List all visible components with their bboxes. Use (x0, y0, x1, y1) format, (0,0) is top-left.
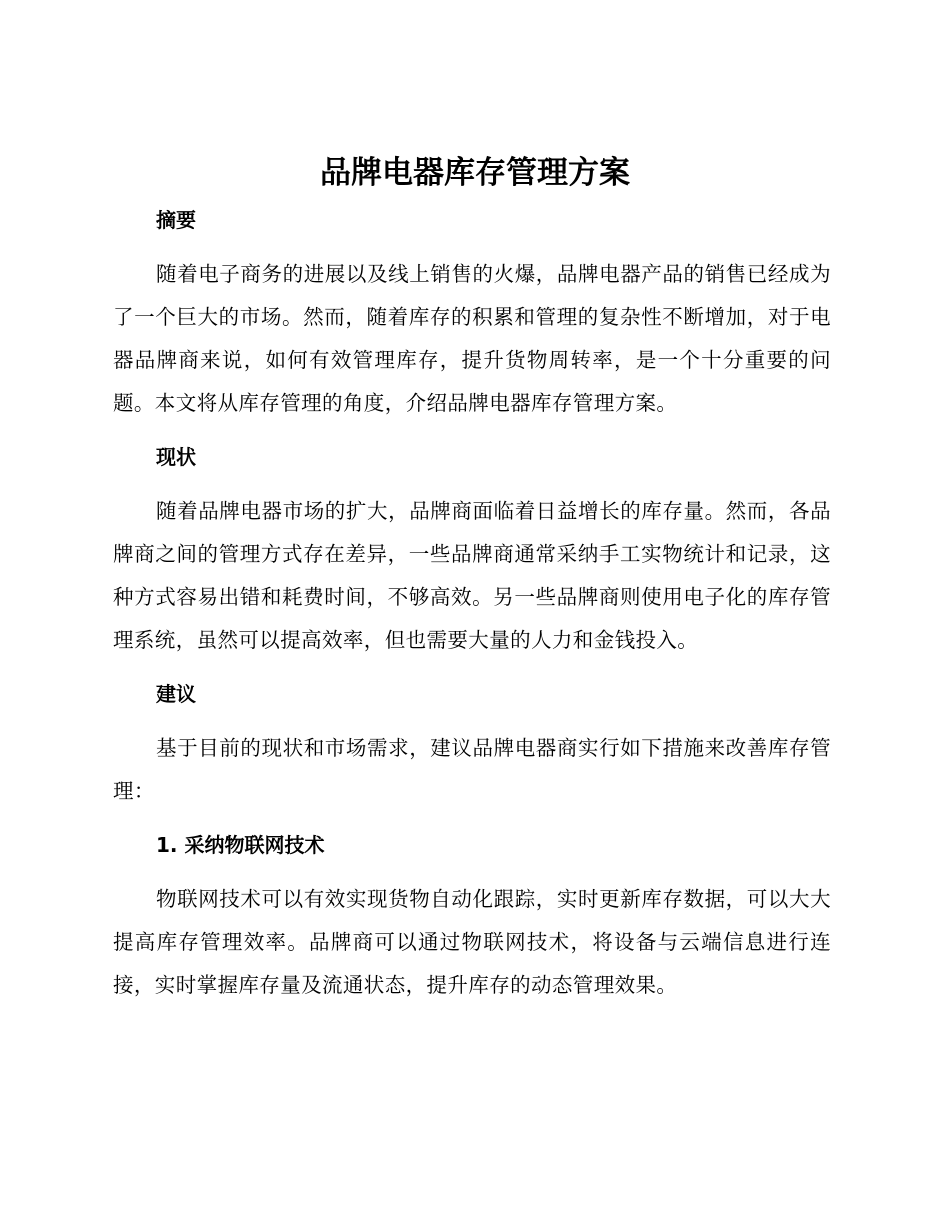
section-heading-status: 现状 (156, 445, 196, 469)
paragraph-iot: 物联网技术可以有效实现货物自动化跟踪，实时更新库存数据，可以大大提高库存管理效率。品牌商可以通过物联网技术，将设备与云端信息进行连接，实时掌握库存量及流通状态，提升库存的动态管理效果。 (113, 887, 831, 997)
section-heading-suggestions: 建议 (156, 682, 196, 706)
section-heading-abstract: 摘要 (156, 208, 196, 232)
paragraph-status: 随着品牌电器市场的扩大，品牌商面临着日益增长的库存量。然而，各品牌商之间的管理方式存在差异，一些品牌商通常采纳手工实物统计和记录，这种方式容易出错和耗费时间，不够高效。另一些品牌商则使用电子化的库存管理系统，虽然可以提高效率，但也需要大量的人力和金钱投入。 (113, 499, 831, 652)
document-title: 品牌电器库存管理方案 (320, 155, 630, 191)
paragraph-suggestions: 基于目前的现状和市场需求，建议品牌电器商实行如下措施来改善库存管理： (113, 736, 831, 803)
subsection-heading-iot: 1. 采纳物联网技术 (156, 833, 325, 857)
paragraph-abstract: 随着电子商务的进展以及线上销售的火爆，品牌电器产品的销售已经成为了一个巨大的市场。然而，随着库存的积累和管理的复杂性不断增加，对于电器品牌商来说，如何有效管理库存，提升货物周转率，是一个十分重要的问题。本文将从库存管理的角度，介绍品牌电器库存管理方案。 (113, 262, 831, 415)
